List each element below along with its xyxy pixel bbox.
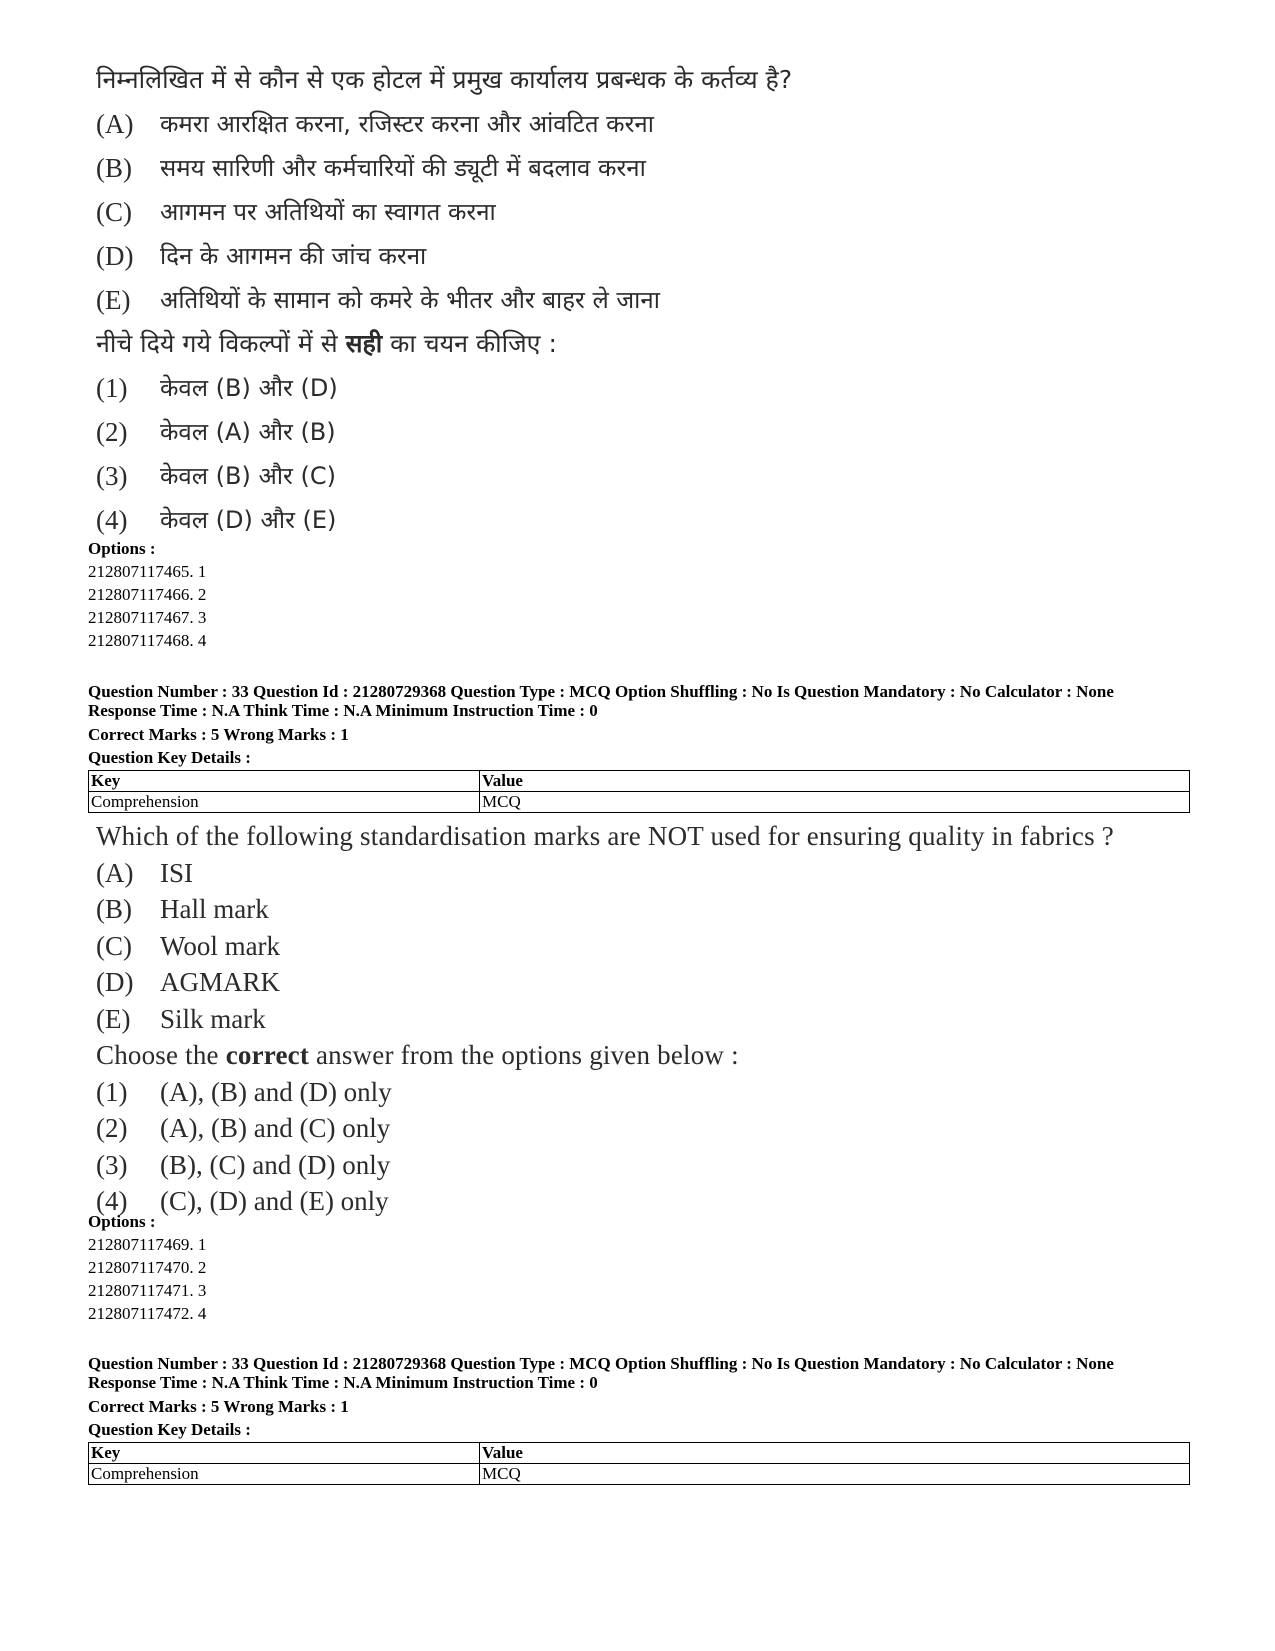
question-metadata-1 [88, 682, 1114, 769]
statement-c [96, 190, 1196, 234]
question-33-english [96, 818, 1196, 1220]
instruction-line [96, 1037, 1196, 1074]
statement-label: (E) [96, 285, 131, 315]
question-stem: निम्नलिखित में से कौन से एक होटल में प्रमुख कार्यालय प्रबन्धक के कर्तव्य है? [96, 65, 793, 94]
question-metadata-2 [88, 1354, 1114, 1441]
meta-line: Correct Marks : 5 Wrong Marks : 1 [88, 725, 349, 744]
choice-label: (1) [96, 1076, 128, 1107]
meta-line: Question Number : 33 Question Id : 21280729368 Question Type : MCQ Option Shuffling : No Is Question Mandatory : No Calculator : None [88, 1354, 1114, 1373]
statement-d [96, 964, 1196, 1001]
choice-text: केवल (B) और (D) [160, 374, 338, 402]
option-id: 212807117468. 4 [88, 631, 207, 650]
table-row [89, 792, 1190, 813]
instruction-emphasis: सही [345, 329, 383, 358]
instruction-text: answer from the options given below : [309, 1040, 739, 1070]
statement-text: समय सारिणी और कर्मचारियों की ड्यूटी में बदलाव करना [160, 154, 646, 182]
choice-text: केवल (A) और (B) [160, 418, 336, 446]
key-header: Key [89, 771, 480, 792]
statement-label: (C) [96, 197, 132, 227]
value-header: Value [480, 771, 1190, 792]
statement-c [96, 928, 1196, 965]
statement-b [96, 891, 1196, 928]
table-header-row [89, 771, 1190, 792]
key-cell: Comprehension [89, 792, 480, 813]
statement-label: (E) [96, 1003, 131, 1034]
choice-text: (A), (B) and (C) only [160, 1113, 391, 1143]
choice-text: केवल (B) और (C) [160, 462, 336, 490]
choice-text: (A), (B) and (D) only [160, 1076, 392, 1107]
value-cell: MCQ [480, 1464, 1190, 1485]
options-heading: Options : [88, 539, 156, 558]
statement-text: Wool mark [160, 930, 281, 961]
statement-text: कमरा आरक्षित करना, रजिस्टर करना और आंवटित करना [160, 110, 654, 138]
key-cell: Comprehension [89, 1464, 480, 1485]
statement-label: (D) [96, 967, 134, 997]
statement-label: (D) [96, 241, 134, 271]
question-key-table-2 [88, 1442, 1190, 1485]
option-id: 212807117472. 4 [88, 1304, 207, 1323]
statement-label: (B) [96, 894, 132, 924]
option-id: 212807117469. 1 [88, 1235, 207, 1254]
option-id: 212807117467. 3 [88, 608, 207, 627]
statement-a [96, 102, 1196, 146]
choice-2 [96, 410, 1196, 454]
statement-text: ISI [160, 857, 193, 888]
question-stem: Which of the following standardisation marks are NOT used for ensuring quality in fabrics ? [96, 821, 1114, 851]
statement-b [96, 146, 1196, 190]
choice-label: (4) [96, 1186, 128, 1216]
table-header-row [89, 1443, 1190, 1464]
options-list-33 [88, 1210, 206, 1325]
options-heading: Options : [88, 1212, 156, 1231]
choice-text: (C), (D) and (E) only [160, 1186, 389, 1216]
instruction-text: नीचे दिये गये विकल्पों में से [96, 329, 346, 358]
question-key-table-1 [88, 770, 1190, 813]
table-row [89, 1464, 1190, 1485]
statement-text: Hall mark [160, 894, 269, 924]
choice-1 [96, 366, 1196, 410]
statement-label: (A) [96, 109, 134, 139]
value-cell: MCQ [480, 792, 1190, 813]
instruction-line [96, 322, 1196, 366]
statement-text: आगमन पर अतिथियों का स्वागत करना [160, 198, 496, 226]
options-list-32 [88, 537, 206, 652]
key-header: Key [89, 1443, 480, 1464]
statement-text: Silk mark [160, 1003, 266, 1034]
statement-label: (B) [96, 153, 132, 183]
choice-label: (2) [96, 1113, 128, 1143]
statement-d [96, 234, 1196, 278]
meta-line: Response Time : N.A Think Time : N.A Minimum Instruction Time : 0 [88, 701, 598, 720]
instruction-emphasis: correct [225, 1040, 310, 1070]
statement-label: (A) [96, 857, 134, 888]
statement-label: (C) [96, 930, 132, 961]
statement-text: अतिथियों के सामान को कमरे के भीतर और बाहर ले जाना [160, 286, 660, 314]
choice-3 [96, 454, 1196, 498]
statement-a [96, 855, 1196, 892]
option-id: 212807117470. 2 [88, 1258, 207, 1277]
option-id: 212807117466. 2 [88, 585, 207, 604]
value-header: Value [480, 1443, 1190, 1464]
statement-e [96, 278, 1196, 322]
question-32-hindi [96, 58, 1196, 542]
instruction-text: का चयन कीजिए : [382, 329, 557, 358]
choice-3 [96, 1147, 1196, 1184]
statement-e [96, 1001, 1196, 1038]
meta-line: Response Time : N.A Think Time : N.A Minimum Instruction Time : 0 [88, 1373, 598, 1392]
choice-1 [96, 1074, 1196, 1111]
option-id: 212807117471. 3 [88, 1281, 207, 1300]
meta-line: Question Number : 33 Question Id : 21280729368 Question Type : MCQ Option Shuffling : No Is Question Mandatory : No Calculator : None [88, 682, 1114, 701]
choice-text: (B), (C) and (D) only [160, 1149, 391, 1180]
statement-text: दिन के आगमन की जांच करना [160, 242, 427, 270]
choice-4 [96, 1183, 1196, 1220]
statement-text: AGMARK [160, 967, 281, 997]
choice-text: केवल (D) और (E) [160, 506, 337, 534]
choice-label: (4) [96, 505, 128, 535]
meta-line: Correct Marks : 5 Wrong Marks : 1 [88, 1397, 349, 1416]
instruction-text: Choose the [96, 1040, 226, 1070]
choice-label: (3) [96, 461, 128, 491]
choice-2 [96, 1110, 1196, 1147]
choice-label: (3) [96, 1149, 128, 1180]
meta-line: Question Key Details : [88, 1420, 251, 1439]
choice-label: (2) [96, 417, 128, 447]
choice-4 [96, 498, 1196, 542]
option-id: 212807117465. 1 [88, 562, 207, 581]
choice-label: (1) [96, 373, 128, 403]
meta-line: Question Key Details : [88, 748, 251, 767]
